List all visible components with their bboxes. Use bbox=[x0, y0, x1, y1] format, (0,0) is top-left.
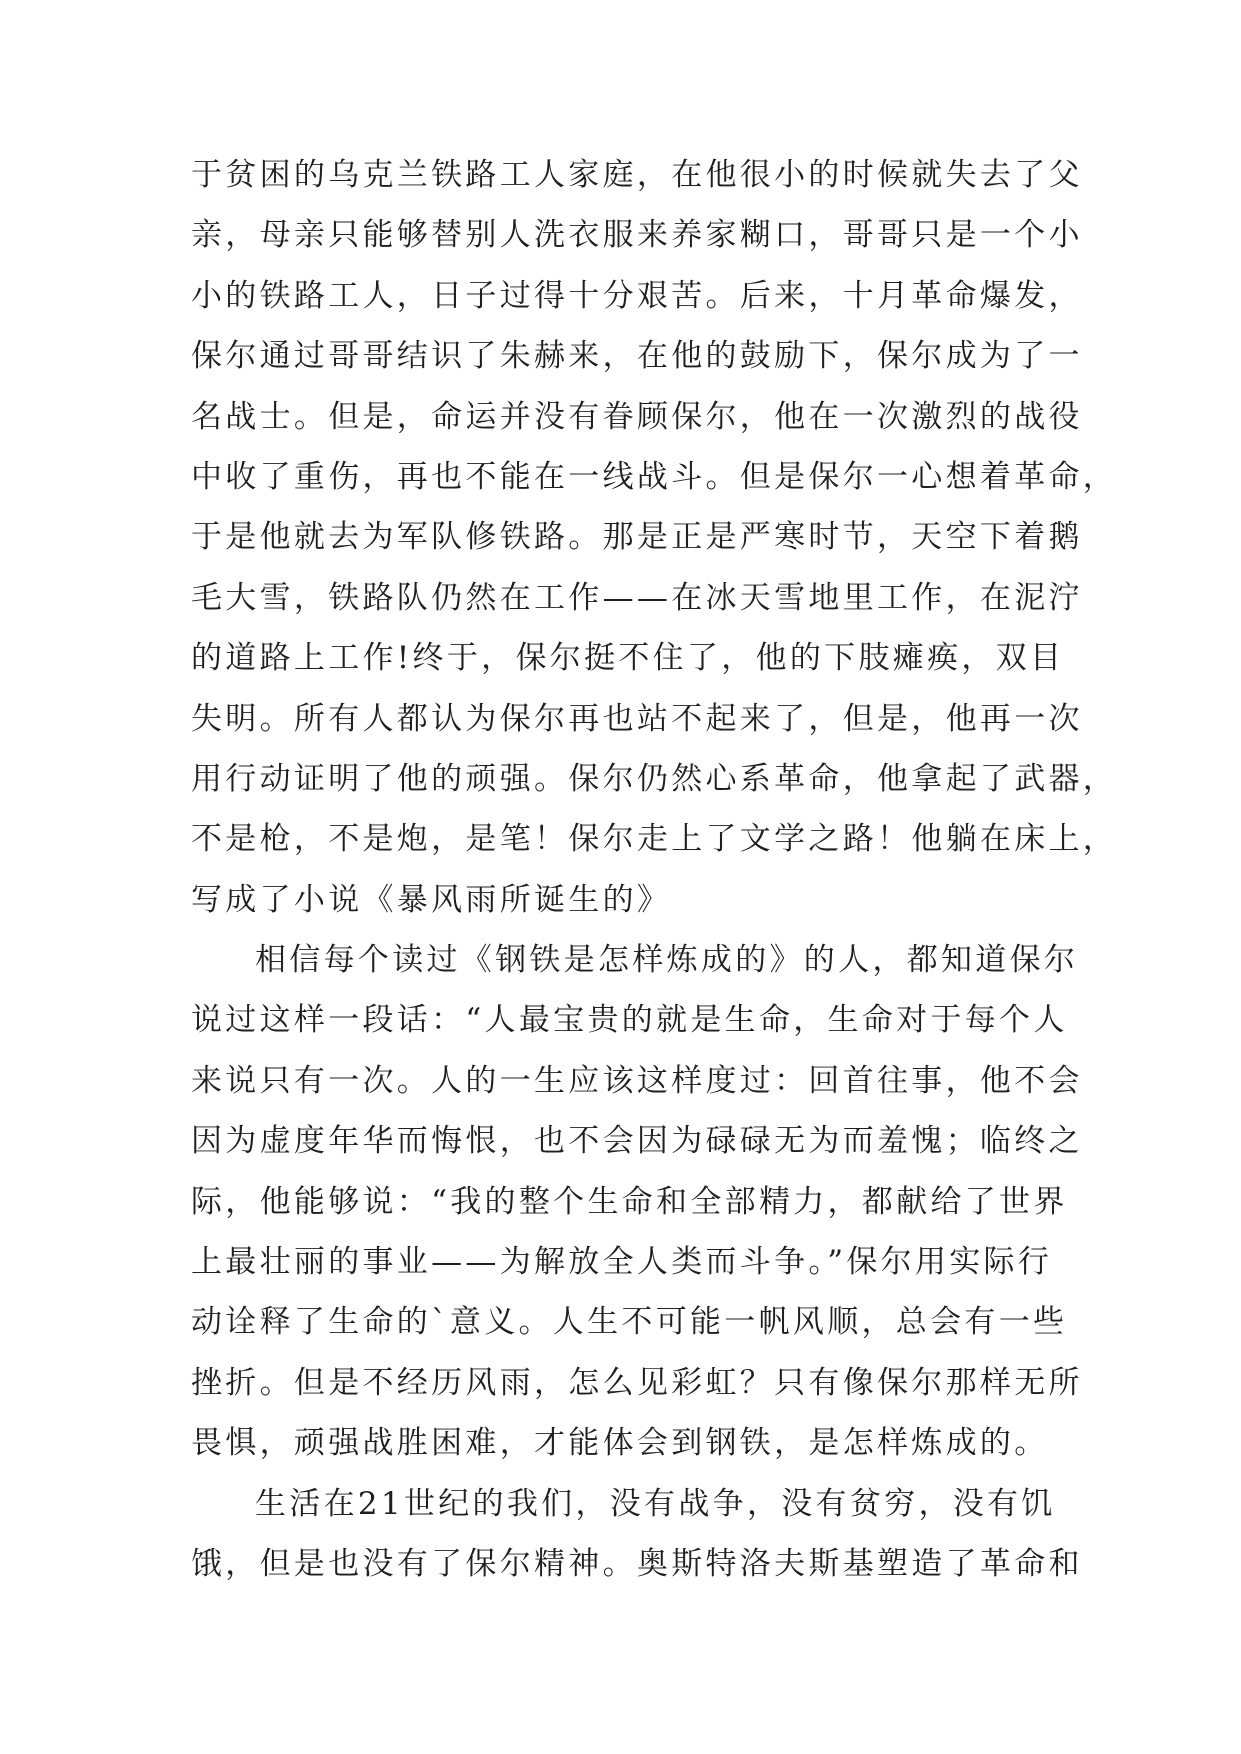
text-line: 来说只有一次。人的一生应该这样度过：回首往事，他不会 bbox=[191, 1062, 1083, 1099]
text-line: 上最壮丽的事业——为解放全人类而斗争。”保尔用实际行 bbox=[191, 1244, 1053, 1281]
paragraph-first-line: 生活在21世纪的我们，没有战争，没有贫穷，没有饥 bbox=[255, 1485, 1056, 1522]
text-line: 畏惧，顽强战胜困难，才能体会到钢铁，是怎样炼成的。 bbox=[191, 1425, 1049, 1462]
text-line: 动诠释了生命的`意义。人生不可能一帆风顺，总会有一些 bbox=[191, 1304, 1068, 1341]
text-line: 用行动证明了他的顽强。保尔仍然心系革命，他拿起了武器， bbox=[191, 760, 1118, 797]
text-line: 说过这样一段话：“人最宝贵的就是生命，生命对于每个人 bbox=[191, 1002, 1068, 1039]
text-line: 的道路上工作!终于，保尔挺不住了，他的下肢瘫痪，双目 bbox=[191, 640, 1065, 677]
body-text bbox=[191, 145, 1118, 1594]
text-line: 于贫困的乌克兰铁路工人家庭，在他很小的时候就失去了父 bbox=[191, 157, 1083, 193]
text-line: 失明。所有人都认为保尔再也站不起来了，但是，他再一次 bbox=[191, 700, 1083, 737]
text-line: 因为虚度年华而悔恨，也不会因为碌碌无为而羞愧；临终之 bbox=[191, 1123, 1083, 1160]
text-line: 亲，母亲只能够替别人洗衣服来养家糊口，哥哥只是一个小 bbox=[191, 217, 1083, 254]
text-line: 保尔通过哥哥结识了朱赫来，在他的鼓励下，保尔成为了一 bbox=[191, 338, 1083, 375]
text-line: 挫折。但是不经历风雨，怎么见彩虹？只有像保尔那样无所 bbox=[191, 1364, 1083, 1401]
text-line: 际，他能够说：“我的整个生命和全部精力，都献给了世界 bbox=[191, 1183, 1068, 1220]
text-line: 毛大雪，铁路队仍然在工作——在冰天雪地里工作，在泥泞 bbox=[191, 579, 1083, 616]
text-line: 于是他就去为军队修铁路。那是正是严寒时节，天空下着鹅 bbox=[191, 519, 1083, 556]
paragraph-first-line: 相信每个读过《钢铁是怎样炼成的》的人，都知道保尔 bbox=[255, 942, 1079, 979]
text-line: 中收了重伤，再也不能在一线战斗。但是保尔一心想着革命， bbox=[191, 458, 1118, 495]
text-line: 写成了小说《暴风雨所诞生的》 bbox=[191, 881, 672, 918]
text-line: 名战士。但是，命运并没有眷顾保尔，他在一次激烈的战役 bbox=[191, 398, 1083, 435]
text-line: 饿，但是也没有了保尔精神。奥斯特洛夫斯基塑造了革命和 bbox=[191, 1545, 1083, 1582]
text-line: 不是枪，不是炮，是笔！保尔走上了文学之路！他躺在床上， bbox=[191, 821, 1118, 858]
text-line: 小的铁路工人，日子过得十分艰苦。后来，十月革命爆发， bbox=[191, 277, 1083, 314]
